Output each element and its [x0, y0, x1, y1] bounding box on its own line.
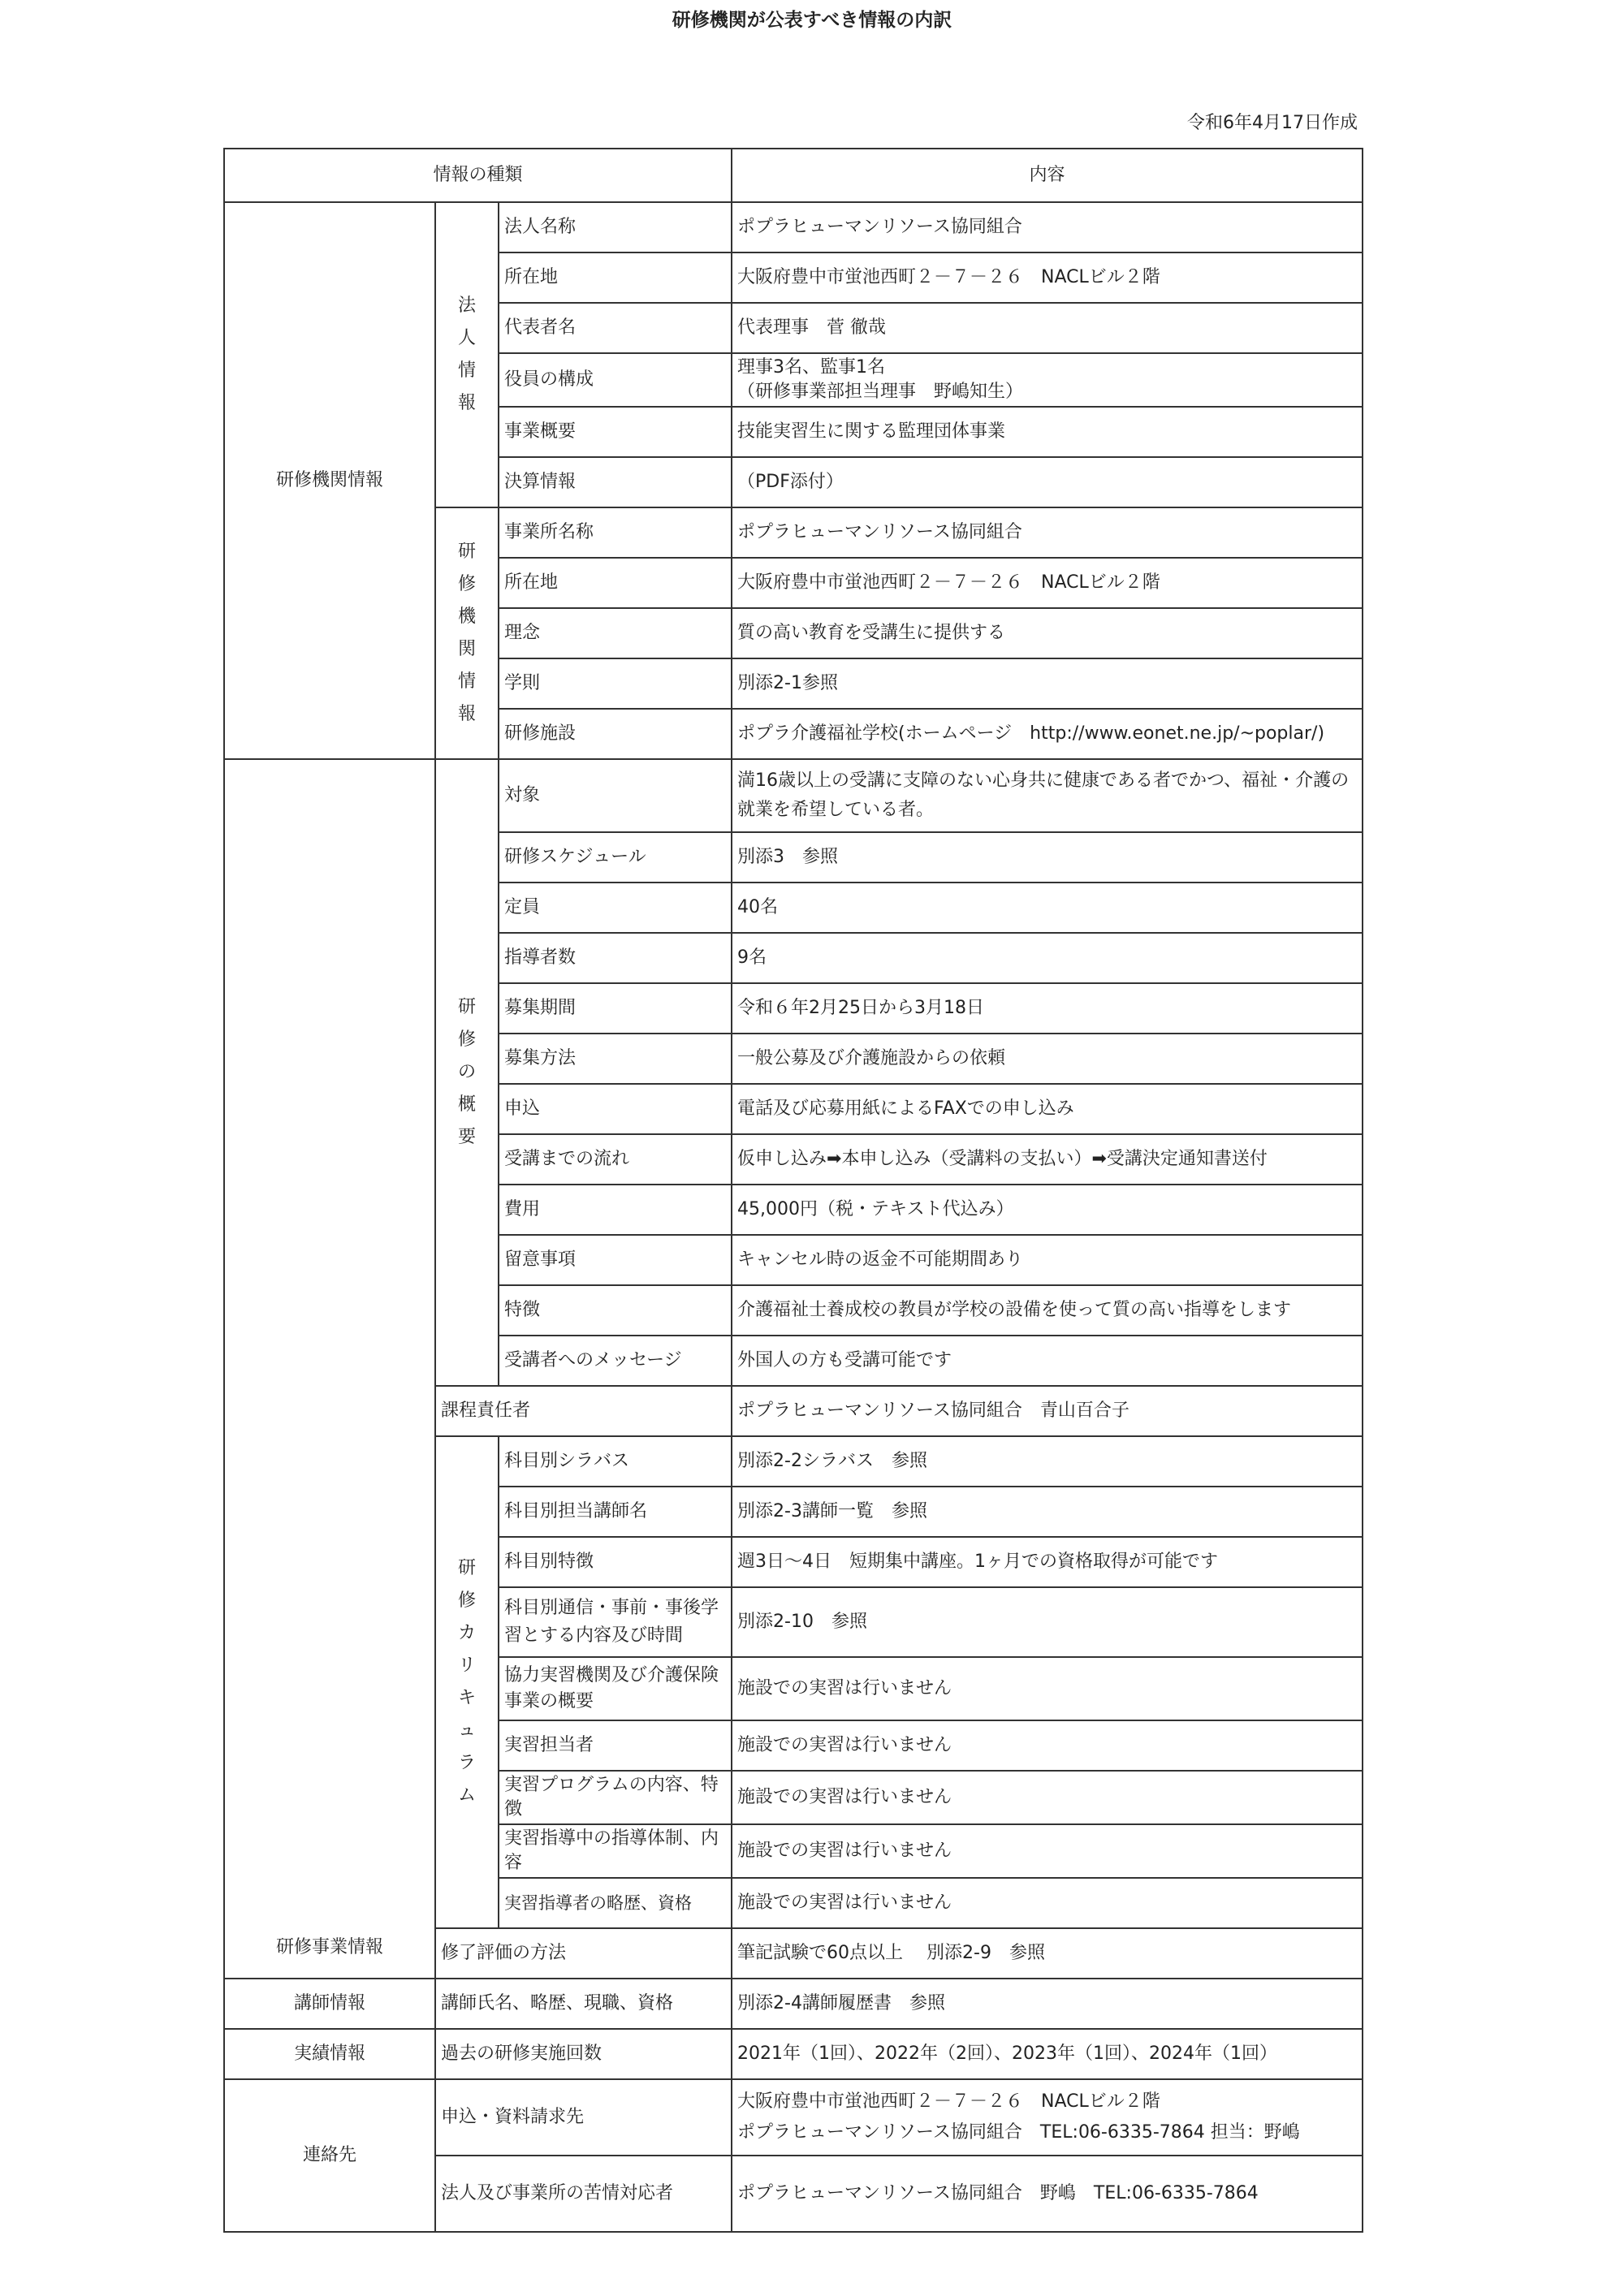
row-label: 決算情報 [499, 457, 732, 507]
document-title: 研修機関が公表すべき情報の内訳 [672, 10, 952, 31]
row-value: 筆記試験で60点以上 別添2-9 参照 [732, 1928, 1363, 1979]
row-value: 9名 [732, 933, 1363, 983]
row-label: 所在地 [499, 558, 732, 608]
table-row [224, 759, 1363, 832]
row-value: ポプラヒューマンリソース協同組合 青山百合子 [732, 1386, 1363, 1436]
row-value: 別添2-1参照 [732, 658, 1363, 709]
header-type: 情報の種類 [224, 149, 732, 202]
row-value: （PDF添付） [732, 457, 1363, 507]
row-label: 法人名称 [499, 202, 732, 252]
row-label: 科目別シラバス [499, 1436, 732, 1487]
row-value: 別添3 参照 [732, 832, 1363, 883]
table-header-row [224, 149, 1363, 202]
row-label: 講師氏名、略歴、現職、資格 [435, 1979, 732, 2029]
group-kikan: 研修機関情報 [224, 202, 435, 759]
row-value: 仮申し込み➡本申し込み（受講料の支払い）➡受講決定通知書送付 [732, 1134, 1363, 1185]
row-label: 募集方法 [499, 1034, 732, 1084]
row-label: 特徴 [499, 1285, 732, 1336]
row-label: 実習担当者 [499, 1720, 732, 1771]
row-value: 施設での実習は行いません [732, 1657, 1363, 1720]
row-label: 学則 [499, 658, 732, 709]
row-label: 受講者へのメッセージ [499, 1336, 732, 1386]
row-value: 外国人の方も受講可能です [732, 1336, 1363, 1386]
row-label: 申込・資料請求先 [435, 2079, 732, 2156]
row-label: 実習指導者の略歴、資格 [499, 1878, 732, 1928]
row-label: 実習指導中の指導体制、内容 [499, 1824, 732, 1878]
row-label: 科目別通信・事前・事後学習とする内容及び時間 [499, 1587, 732, 1657]
group-jigyo: 研修事業情報 [224, 759, 435, 1979]
row-label: 費用 [499, 1185, 732, 1235]
row-value: 施設での実習は行いません [732, 1720, 1363, 1771]
row-value: 週3日～4日 短期集中講座。1ヶ月での資格取得が可能です [732, 1537, 1363, 1587]
row-value: 2021年（1回）、2022年（2回）、2023年（1回）、2024年（1回） [732, 2029, 1363, 2079]
header-content: 内容 [732, 149, 1363, 202]
row-value: ポプラヒューマンリソース協同組合 [732, 202, 1363, 252]
row-value: 理事3名、監事1名 （研修事業部担当理事 野嶋知生） [732, 353, 1363, 407]
row-value: 技能実習生に関する監理団体事業 [732, 407, 1363, 457]
row-value: 大阪府豊中市蛍池西町２－７－２６ NACLビル２階 [732, 558, 1363, 608]
row-label: 役員の構成 [499, 353, 732, 407]
row-label: 過去の研修実施回数 [435, 2029, 732, 2079]
subgroup-gaiyou: 研修の概要 [435, 759, 499, 1386]
subgroup-houjin: 法人情報 [435, 202, 499, 507]
table-row [224, 202, 1363, 252]
row-label: 理念 [499, 608, 732, 658]
row-label: 研修スケジュール [499, 832, 732, 883]
row-label: 課程責任者 [435, 1386, 732, 1436]
row-value: 満16歳以上の受講に支障のない心身共に健康である者でかつ、福祉・介護の就業を希望している者。 [732, 759, 1363, 832]
row-label: 募集期間 [499, 983, 732, 1034]
row-value: 40名 [732, 883, 1363, 933]
row-value: 別添2-3講師一覧 参照 [732, 1487, 1363, 1537]
row-label: 科目別特徴 [499, 1537, 732, 1587]
row-label: 研修施設 [499, 709, 732, 759]
subgroup-curriculum: 研修カリキュラム [435, 1436, 499, 1928]
row-value: ポプラヒューマンリソース協同組合 野嶋 TEL:06-6335-7864 [732, 2156, 1363, 2232]
row-label: 定員 [499, 883, 732, 933]
row-label: 対象 [499, 759, 732, 832]
row-label: 事業所名称 [499, 507, 732, 558]
row-value: 質の高い教育を受講生に提供する [732, 608, 1363, 658]
row-label: 実習プログラムの内容、特徴 [499, 1771, 732, 1824]
row-value: 一般公募及び介護施設からの依頼 [732, 1034, 1363, 1084]
table-row [224, 2029, 1363, 2079]
row-value: 大阪府豊中市蛍池西町２－７－２６ NACLビル２階 [732, 252, 1363, 303]
row-label: 事業概要 [499, 407, 732, 457]
row-value: 別添2-10 参照 [732, 1587, 1363, 1657]
table-row [224, 1979, 1363, 2029]
row-value: 別添2-2シラバス 参照 [732, 1436, 1363, 1487]
info-table [223, 148, 1363, 2233]
row-label: 協力実習機関及び介護保険事業の概要 [499, 1657, 732, 1720]
row-label: 申込 [499, 1084, 732, 1134]
row-value: 介護福祉士養成校の教員が学校の設備を使って質の高い指導をします [732, 1285, 1363, 1336]
row-label: 法人及び事業所の苦情対応者 [435, 2156, 732, 2232]
table-row [224, 2079, 1363, 2156]
created-date: 令和6年4月17日作成 [1187, 113, 1358, 133]
row-label: 所在地 [499, 252, 732, 303]
row-label: 代表者名 [499, 303, 732, 353]
row-value: キャンセル時の返金不可能期間あり [732, 1235, 1363, 1285]
row-value: ポプラヒューマンリソース協同組合 [732, 507, 1363, 558]
row-label: 留意事項 [499, 1235, 732, 1285]
row-value: 施設での実習は行いません [732, 1771, 1363, 1824]
group-jisseki: 実績情報 [224, 2029, 435, 2079]
row-label: 修了評価の方法 [435, 1928, 732, 1979]
group-koushi: 講師情報 [224, 1979, 435, 2029]
row-value: 45,000円（税・テキスト代込み） [732, 1185, 1363, 1235]
row-value: 大阪府豊中市蛍池西町２－７－２６ NACLビル２階 ポプラヒューマンリソース協同組合 TEL:06-6335-7864 担当：野嶋 [732, 2079, 1363, 2156]
row-value: 施設での実習は行いません [732, 1878, 1363, 1928]
row-label: 指導者数 [499, 933, 732, 983]
row-value: ポプラ介護福祉学校(ホームページ http://www.eonet.ne.jp/~poplar/) [732, 709, 1363, 759]
row-label: 科目別担当講師名 [499, 1487, 732, 1537]
group-renraku: 連絡先 [224, 2079, 435, 2232]
row-value: 施設での実習は行いません [732, 1824, 1363, 1878]
row-value: 別添2-4講師履歴書 参照 [732, 1979, 1363, 2029]
subgroup-kenshu-kikan: 研修機関情報 [435, 507, 499, 759]
row-value: 令和６年2月25日から3月18日 [732, 983, 1363, 1034]
row-label: 受講までの流れ [499, 1134, 732, 1185]
row-value: 代表理事 菅 徹哉 [732, 303, 1363, 353]
row-value: 電話及び応募用紙によるFAXでの申し込み [732, 1084, 1363, 1134]
